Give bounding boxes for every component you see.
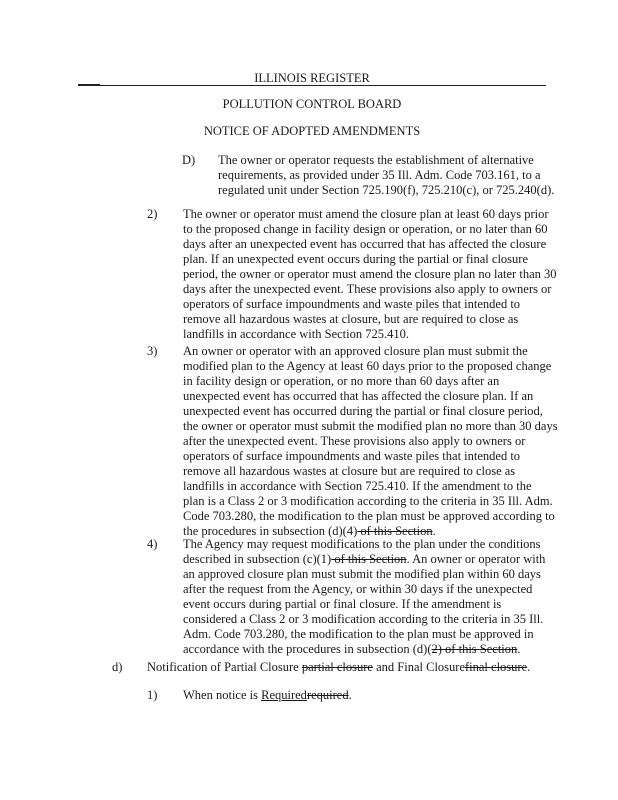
item-3-last-end: .	[432, 524, 436, 538]
item-4-line-2b: . An owner or operator with	[406, 552, 546, 566]
item-4-label: 4)	[147, 537, 158, 551]
item-3-struck-text: of this Section	[357, 524, 433, 538]
item-1-text-end: .	[348, 688, 352, 702]
register-title: ILLINOIS REGISTER	[254, 71, 370, 85]
item-D-line: The owner or operator requests the establishment of alternative	[218, 153, 534, 167]
item-D-line: regulated unit under Section 725.190(f), 725.210(c), or 725.240(d).	[218, 183, 555, 197]
item-4-line: after the request from the Agency, or within 30 days if the unexpected	[183, 582, 533, 596]
item-4-line: Adm. Code 703.280, the modification to the plan must be approved in	[183, 627, 534, 641]
item-D-line: requirements, as provided under 35 Ill. Adm. Code 703.161, to a	[218, 168, 541, 182]
item-3-text	[183, 344, 558, 539]
item-3-line: unexpected event has occurred during the partial or final closure period,	[183, 404, 543, 418]
header-rule	[78, 85, 546, 86]
item-2-line: days after an unexpected event has occurred that has affected the closure	[183, 237, 547, 251]
item-4-line: considered a Class 2 or 3 modification according to the criteria in 35 Ill.	[183, 612, 544, 626]
agency-title: POLLUTION CONTROL BOARD	[222, 97, 402, 111]
item-d-text	[147, 660, 530, 675]
item-3-line: landfills in accordance with Section 725.410. If the amendment to the	[183, 479, 532, 493]
item-2-line: period, the owner or operator must amend the closure plan no later than 30	[183, 267, 557, 281]
item-1-underlined: Required	[261, 688, 307, 702]
item-d-struck-2: final closure	[465, 660, 528, 674]
item-3-line: unexpected event has occurred that has affected the closure plan. If an	[183, 389, 534, 403]
item-4-struck-text: of this Section	[331, 552, 407, 566]
item-D-label: D)	[182, 153, 196, 167]
item-3-label: 3)	[147, 344, 158, 358]
item-2-line: The owner or operator must amend the closure plan at least 60 days prior	[183, 207, 549, 221]
item-1-text-a: When notice is	[183, 688, 262, 702]
item-3-line: the owner or operator must submit the modified plan no more than 30 days	[183, 419, 558, 433]
item-4-line-2	[183, 552, 545, 567]
item-4-line: event occurs during partial or final closure. If the amendment is	[183, 597, 502, 611]
item-2-line: to the proposed change in facility design or operation, or no later than 60	[183, 222, 548, 236]
item-d-label: d)	[112, 660, 123, 674]
item-4-line: an approved closure plan must submit the modified plan within 60 days	[183, 567, 541, 581]
item-2-line: operators of surface impoundments and waste piles that intended to	[183, 297, 521, 311]
item-d-heading	[147, 660, 530, 675]
item-3-line: in facility design or operation, or no more than 60 days after an	[183, 374, 500, 388]
item-4-line: The Agency may request modifications to the plan under the conditions	[183, 537, 541, 551]
item-1-text	[183, 688, 352, 703]
item-2-text	[183, 207, 557, 342]
item-d-text-end: .	[527, 660, 531, 674]
item-3-line: modified plan to the Agency at least 60 days prior to the proposed change	[183, 359, 552, 373]
item-1-struck: required	[306, 688, 349, 702]
item-2-line: days after the unexpected event. These provisions also apply to owners or	[183, 282, 552, 296]
item-2-line: plan. If an unexpected event occurs during the partial or final closure	[183, 252, 529, 266]
item-3-line: Code 703.280, the modification to the plan must be approved according to	[183, 509, 555, 523]
item-4-last-line	[183, 642, 545, 657]
item-1-label: 1)	[147, 688, 158, 702]
notice-title: NOTICE OF ADOPTED AMENDMENTS	[203, 124, 421, 138]
item-1-heading	[183, 688, 352, 703]
item-3-line: remove all hazardous wastes at closure but are required to close as	[183, 464, 516, 478]
item-d-struck-1: partial closure	[301, 660, 373, 674]
item-D-text	[218, 153, 554, 198]
item-4-last-text: accordance with the procedures in subsection (d)(	[183, 642, 432, 656]
item-d-text-a: Notification of Partial Closure	[147, 660, 302, 674]
item-2-line: landfills in accordance with Section 725.410.	[183, 327, 409, 341]
item-2-label: 2)	[147, 207, 158, 221]
item-4-line-2a: described in subsection (c)(1)	[183, 552, 332, 566]
item-3-line: after the unexpected event. These provisions also apply to owners or	[183, 434, 526, 448]
item-4-text	[183, 537, 545, 657]
item-3-line: operators of surface impoundments and waste piles that intended to	[183, 449, 521, 463]
item-d-text-b: and Final Closure	[372, 660, 465, 674]
item-3-line: plan is a Class 2 or 3 modification according to the criteria in 35 Ill. Adm.	[183, 494, 553, 508]
item-3-line: An owner or operator with an approved closure plan must submit the	[183, 344, 528, 358]
item-4-last-end: .	[517, 642, 521, 656]
item-3-last-text: the procedures in subsection (d)(4)	[183, 524, 358, 538]
item-4-last-struck: 2) of this Section	[431, 642, 518, 656]
item-2-line: remove all hazardous wastes at closure, but are required to close as	[183, 312, 519, 326]
